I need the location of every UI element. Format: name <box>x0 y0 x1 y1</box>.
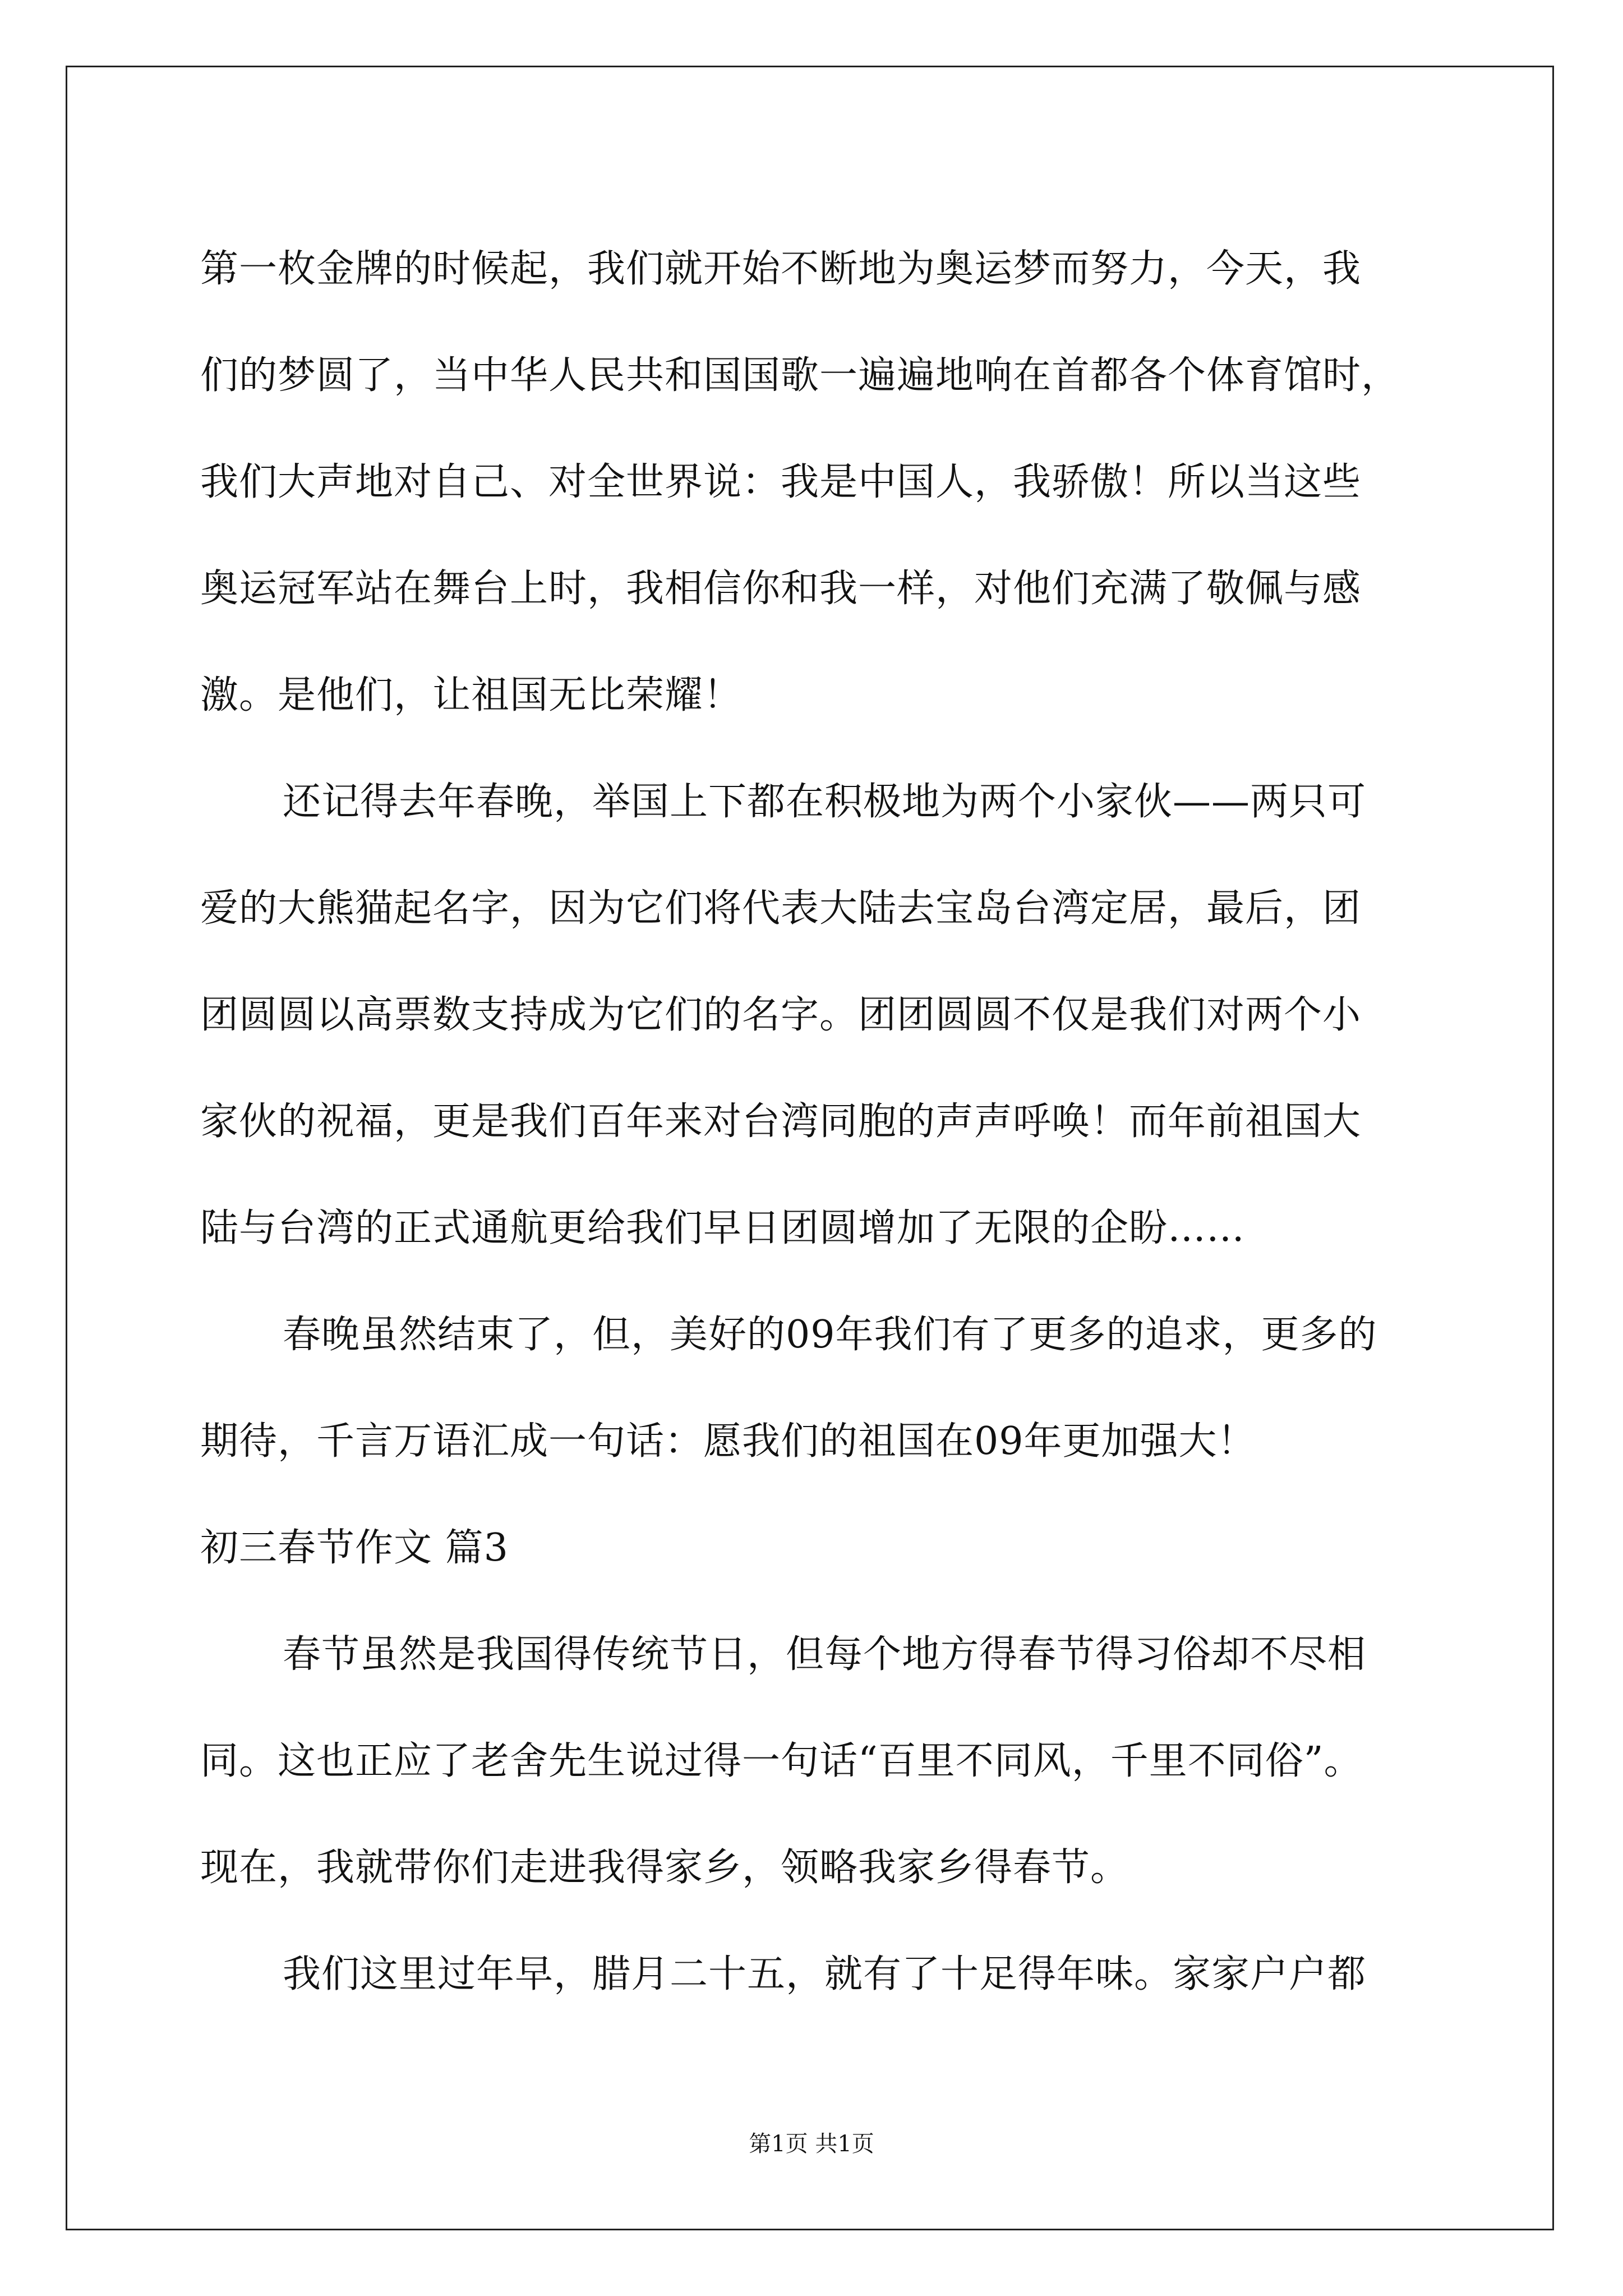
paragraph-start-line: 春节虽然是我国得传统节日，但每个地方得春节得习俗却不尽相 <box>283 1632 1367 1677</box>
text-line: 同。这也正应了老舍先生说过得一句话“百里不同风，千里不同俗”。 <box>200 1739 1363 1783</box>
text-line: 现在，我就带你们走进我得家乡，领略我家乡得春节。 <box>200 1846 1129 1890</box>
section-heading: 初三春节作文 篇3 <box>200 1526 509 1570</box>
text-line: 爱的大熊猫起名字，因为它们将代表大陆去宝岛台湾定居，最后，团 <box>200 886 1362 931</box>
text-line: 家伙的祝福，更是我们百年来对台湾同胞的声声呼唤！而年前祖国大 <box>200 1099 1362 1144</box>
document-body <box>200 216 1434 2028</box>
paragraph-start-line: 还记得去年春晚，举国上下都在积极地为两个小家伙——两只可 <box>283 780 1367 824</box>
text-line: 们的梦圆了，当中华人民共和国国歌一遍遍地响在首都各个体育馆时， <box>200 353 1400 398</box>
page-footer: 第1页 共1页 <box>749 2131 874 2157</box>
text-line: 奥运冠军站在舞台上时，我相信你和我一样，对他们充满了敬佩与感 <box>200 567 1362 611</box>
text-line: 陆与台湾的正式通航更给我们早日团圆增加了无限的企盼…… <box>200 1206 1246 1250</box>
text-line: 第一枚金牌的时候起，我们就开始不断地为奥运梦而努力，今天，我 <box>200 247 1362 291</box>
text-line: 我们大声地对自己、对全世界说：我是中国人，我骄傲！所以当这些 <box>200 460 1362 504</box>
text-line: 激。是他们，让祖国无比荣耀！ <box>200 673 743 717</box>
text-line: 团圆圆以高票数支持成为它们的名字。团团圆圆不仅是我们对两个小 <box>200 993 1362 1037</box>
paragraph-start-line: 我们这里过年早，腊月二十五，就有了十足得年味。家家户户都 <box>283 1952 1367 1996</box>
text-line: 期待，千言万语汇成一句话：愿我们的祖国在09年更加强大！ <box>200 1419 1256 1464</box>
paragraph-start-line: 春晚虽然结束了，但，美好的09年我们有了更多的追求，更多的 <box>283 1313 1377 1357</box>
